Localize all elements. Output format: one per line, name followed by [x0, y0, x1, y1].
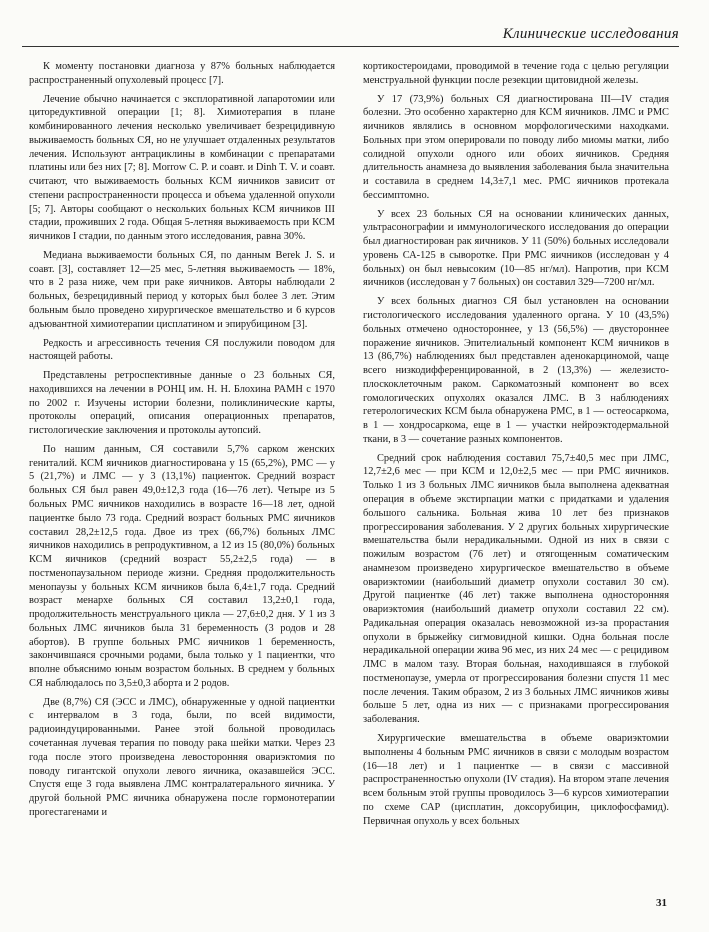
paragraph: Средний срок наблюдения составил 75,7±40,5 мес при ЛМС, 12,7±2,6 мес — при КСМ и 12,0±2,5 мес — при РМС яичников. Только 1 из 3 больных ЛМС яичников была выполнена адекватная операция в объеме экстирпации матки с придатками и удаления большого сальника. Больная жива 10 лет без признаков прогрессирования заболевания. У 2 других больных хирургические вмешательства были нерадикальными. Одной из них в связи с пожилым возрастом (76 лет) и отягощенным соматическим анамнезом произведено хирургическое вмешательство в объеме овариэктомии (наибольший диаметр опухоли составил 30 см). Другой пациентке (46 лет) также выполнена односторонняя овариэктомия (наибольший диаметр опухоли составил 22 см). Радикальная операция оказалась невозможной из-за прорастания опухоли в брыжейку сигмовидной кишки. Одна больная после нерадикальной операции жива 96 мес, из них 24 мес — с рецидивом ЛМС в малом тазу. Вторая больная, находившаяся в глубокой постменопаузе, умерла от прогрессирования болезни спустя 11 мес после лечения. Таким образом, 2 из 3 больных ЛМС яичников живы больше 5 лет, одна из них — с признаками прогрессирования заболевания. [363, 452, 669, 726]
paragraph: Редкость и агрессивность течения СЯ послужили поводом для настоящей работы. [29, 337, 335, 363]
paragraph: По нашим данным, СЯ составили 5,7% сарком женских гениталий. КСМ яичников диагностирована у 15 (65,2%), РМС — у 5 (21,7%) и ЛМС — у 3 (13,1%) пациенток. Средний возраст больных СЯ был равен 49,0±12,3 года (16—76 лет). Четыре из 5 больных РМС яичников находились в возрасте 16—18 лет, одной пациентке было 73 года. Средний возраст больных РМС яичников составил 28,2±12,5 года. Двое из трех (66,7%) больных ЛМС яичников находились в репродуктивном, а 12 из 15 (80,0%) больных КСМ яичников (средний возраст 55,2±2,5 года) — в постменопаузальном периоде жизни. Средняя продолжительность менопаузы у больных КСМ яичников была 6,4±1,7 года. Средний возраст менархе больных СЯ составил 13,2±0,1 года, продолжительность менструального цикла — 27,6±0,2 дня. У 1 из 3 больных ЛМС яичников была 31 беременность (3 родов и 28 абортов). В группе больных РМС яичников 1 беременность, закончившаяся срочными родами, была только у 1 пациентки, что вполне объяснимо юным возрастом больных. В среднем у больных СЯ наблюдалось по 3,5±0,3 аборта и 2 родов. [29, 443, 335, 689]
right-column [363, 60, 669, 833]
paragraph: Лечение обычно начинается с эксплоративной лапаротомии или циторедуктивной операции [1; 8]. Химиотерапия в плане комбинированного лечения несколько увеличивает безрецидивную выживаемость больных СЯ, но не улучшает отдаленных результатов лечения. Используют антрациклины в комбинации с препаратами платины или без них [7; 8]. Morrow C. P. и соавт. и Dinh T. V. и соавт. считают, что выживаемость больных КСМ яичников зависит от степени распространенности процесса и объема удаленной опухоли [5; 7]. Авторы сообщают о нескольких больных КСМ яичников III стадии, проживших 2 года. Общая 5-летняя выживаемость при КСМ яичников I стадии, по данным этого исследования, равна 30%. [29, 93, 335, 243]
paragraph: У всех 23 больных СЯ на основании клинических данных, ультрасонографии и иммунологического исследования до операции был диагностирован рак яичников. У 11 (50%) больных исследовали уровень СА-125 в сыворотке. При РМС яичников (исследован у 4 больных) он был невысоким (10—85 нг/мл). Напротив, при КСМ яичников (исследован у 7 больных) он составил 329—7200 нг/мл. [363, 208, 669, 289]
paragraph: У всех больных диагноз СЯ был установлен на основании гистологического исследования удаленного органа. У 10 (43,5%) больных отмечено одностороннее, у 13 (56,5%) — двустороннее поражение яичников. Эпителиальный компонент КСМ яичников в 13 (86,7%) наблюдениях был представлен аденокарциномой, чаще всего низкодифференцированной, в 2 (13,3%) — железисто-плоскоклеточным раком. Саркоматозный компонент во всех гомологических опухолях оказался ЛМС. В 3 наблюдениях гетерологических КСМ была обнаружена РМС, в 1 — остеосаркома, в 1 — хондросаркома, еще в 1 — участки нейроэктодермальной ткани, в 3 — сочетание разных компонентов. [363, 296, 669, 445]
paragraph: Представлены ретроспективные данные о 23 больных СЯ, находившихся на лечении в РОНЦ им. Н. Н. Блохина РАМН с 1970 по 2002 г. Изучены истории болезни, поликлинические карты, протоколы операций, описания операционных препаратов, гистологические заключения и протоколы аутопсий. [29, 370, 335, 437]
left-column [29, 60, 335, 825]
paragraph: Хирургические вмешательства в объеме овариэктомии выполнены 4 больным РМС яичников в связи с молодым возрастом (16—18 лет) и 1 пациентке — в связи с массивной распространенностью опухоли (IV стадия). На втором этапе лечения всем больным этой группы проводилось 3—6 курсов химиотерапии по схеме САР (цисплатин, доксорубицин, циклофосфамид). Первичная опухоль у всех больных [363, 732, 669, 827]
paragraph: К моменту постановки диагноза у 87% больных наблюдается распространенный опухолевый процесс [7]. [29, 61, 335, 86]
paragraph: Медиана выживаемости больных СЯ, по данным Berek J. S. и соавт. [3], составляет 12—25 мес, 5-летняя выживаемость — 18%, что в 2 раза ниже, чем при раке яичников. Авторы наблюдали 2 больных, безрецидивный период у которых был более 3 лет. Этим больным было проведено хирургическое вмешательство и 6 курсов адъювантной химиотерапии цисплатином и эпирубицином [3]. [29, 249, 335, 330]
paragraph: У 17 (73,9%) больных СЯ диагностирована III—IV стадия болезни. Это особенно характерно для КСМ яичников. ЛМС и РМС яичников являлись в основном морфологическими находками. Больных при этом оперировали по поводу либо миомы матки, либо солидной опухоли одного или обоих яичников. Средняя длительность анамнеза до выявления заболевания была значительна и составила в среднем 14,3±7,1 мес. РМС яичников протекала бессимптомно. [363, 93, 669, 201]
paragraph: Две (8,7%) СЯ (ЭСС и ЛМС), обнаруженные у одной пациентки с интервалом в 3 года, были, по всей видимости, радиоиндуцированными. Ранее этой больной проводилась сочетанная лучевая терапия по поводу рака шейки матки. Через 23 года после этого произведена левосторонняя овариэктомия по поводу гигантской опухоли левого яичника, оказавшейся ЭСС. Спустя еще 3 года выявлена ЛМС контралатерального яичника. У другой больной РМС яичника обнаружена после гормонотерапии прогестагенами и [29, 696, 335, 818]
paragraph-continuation: кортикостероидами, проводимой в течение года с целью регуляции менструальной функции после резекции щитовидной железы. [363, 61, 669, 86]
header-rule [22, 46, 679, 47]
page-number: 31 [656, 897, 667, 909]
section-title: Клинические исследования [502, 26, 679, 42]
